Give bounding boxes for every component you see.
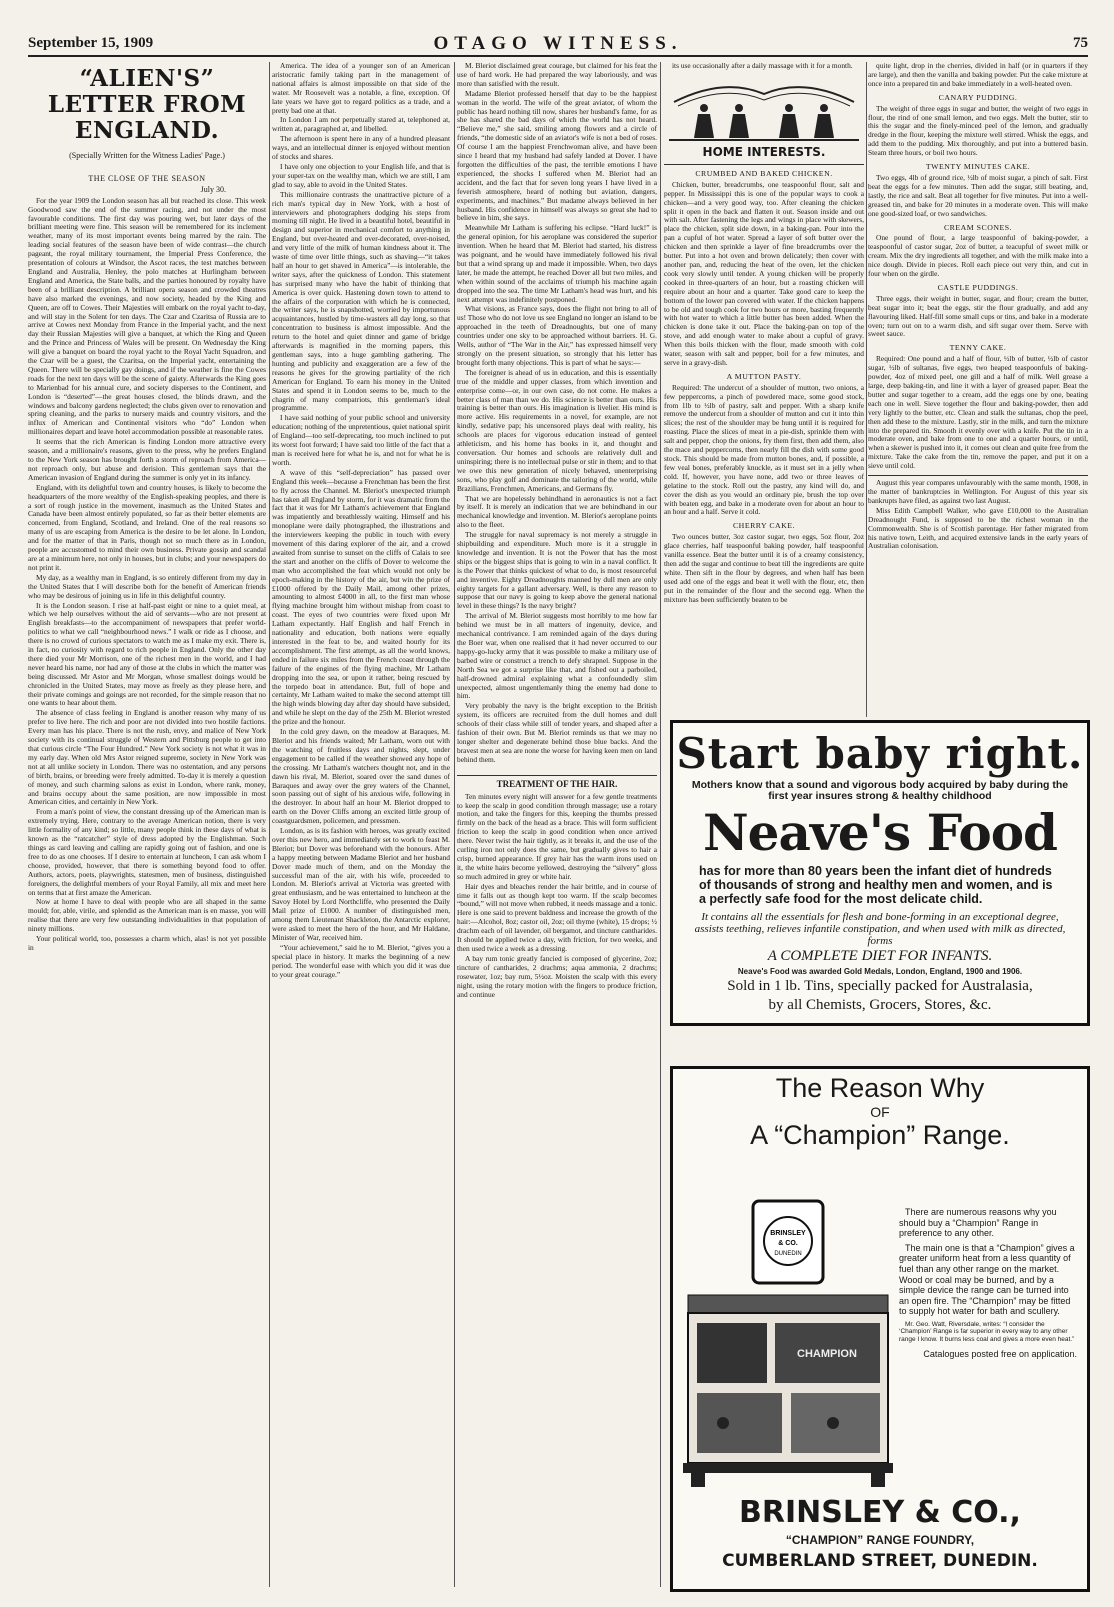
ad-of: OF (870, 1104, 890, 1120)
ad-paragraph: There are numerous reasons why you should buy a “Champion” Range in preference to any other. (899, 1207, 1057, 1239)
stove-label: CHAMPION (797, 1348, 857, 1360)
ad-foundry-line: “CHAMPION” RANGE FOUNDRY, (785, 1533, 975, 1547)
home-interests-banner (664, 72, 864, 165)
ad-award-line: Neave's Food was awarded Gold Medals, London, England, 1900 and 1906. (737, 967, 1023, 976)
ad-sold-line: Sold in 1 lb. Tins, specially packed for Australasia, (727, 978, 1033, 994)
column-rule (660, 62, 661, 1587)
paragraph: Miss Edith Campbell Walker, who gave £10,000 to the Australian Dreadnought Fund, is supposed to be the richest woman in the Commonwealth. She is of Scottish parentage. Her father migrated from his native town, Leith, and acquired extensive lands in the early years of Australian colonisation. (868, 505, 1088, 551)
paragraph: In the cold grey dawn, on the meadow at Baraques, M. Bleriot and his friends waited; Mr Latham, worn out with the watching of fruitless days and nights, slept, under engagement to be called if the weather showed any hope of the crossing. Mr Latham's watchers thought not, and in the dawn his rival, M. Bleriot, soared over the sand dunes of Baraques and away over the grey waters of the Channel, soon passing out of sight of his anxious wife, following in the destroyer. In about half an hour M. Bleriot dropped to earth on the Dover Cliffs among an excited little group of coastguardsmen, policemen, and pressmen. (272, 727, 450, 826)
paragraph: A bay rum tonic greatly fancied is composed of glycerine, 2oz; tincture of cantharides, 2 drachms; aqua ammonia, 2 drachms; rosewater, 1oz; bay rum, 5½oz. Moisten the scalp with this every night, using the rotary motion with the fingers to produce friction, and continue (457, 953, 657, 999)
paragraph: England, with its delightful town and country houses, is likely to become the headquarters of the more wealthy of the English-speaking peoples, and there is a sort of rough justice in the movement, inasmuch as the United States and Canada have been almost entirely populated, so far as their better elements are concerned, from England, Scotland, and Ireland. One of the real reasons so many of us are escaping from America is the desire to be let alone. In London, and for the matter of that in Paris, though not so much there as in London, people are accustomed to mind their own business. Private gossip and scandal are at a minimum here, not only in houses, but in clubs; and your newspapers do not print it. (28, 482, 266, 572)
paragraph: Meanwhile Mr Latham is suffering his eclipse. “Hard luck!” is the general opinion, for his aeroplane was considered the superior invention. When he heard that M. Bleriot had started, his distress was poignant, and he would have immediately followed his rival but that a wind sprang up and made it impossible. When, two days later, he made the attempt, he reached Dover all but two miles, and when within sound of the acclaims of triumph his machine again dropped into the sea. The time Mr Latham's head was hurt, and his next attempt was indefinitely postponed. (457, 223, 657, 304)
ad-italic-text: It contains all the essentials for flesh and bone-forming in an exceptional degree, assists teething, relieves infantile constipation, and when used with milk as directed, forms (694, 911, 1066, 947)
paragraph: A wave of this “self-depreciation” has passed over England this week—because a Frenchman has been the first to fly across the Channel. M. Bleriot's unexpected triumph has taken all England by storm, for it was dramatic from the fact that it was for Mr Latham's achievement that England was impatiently and breathlessly waiting. Himself and his monoplane were daily photographed, the illustrations and the interviewers keeping the public in touch with every movement of this daring explorer of the air, and a crowd awaited from sunrise to sunset on the cliffs of Calais to see the start and another on the cliffs of Dover to welcome the man who accomplished the feat which would not only be epoch-making in the history of the air, but win the prize of £1000 offered by the Daily Mail, among other prizes, amounting to almost £4000 in all, to the first man whose flying machine brought him without mishap from coast to coast. The eyes of two countries were fixed upon Mr Latham expectantly. Half English and half French in nationality and education, both nations were equally interested in the feat to be, and waited hourly for its accomplishment. The first attempt, as all the world knows, ended in failure six miles from the French coast through the failure of the engines of the flying machine, Mr Latham dropping into the sea, or upon it rather, being rescued by the torpedo boat in attendance. But, full of hope and certainty, Mr Latham waited to make the second attempt till the high winds blowing day after day should have subsided, and while he slept on the day of the 25th M. Bleriot wrested the prize and the honour. (272, 467, 450, 727)
ad-title: The Reason Why (775, 1073, 985, 1103)
paragraph: “Your achievement,” said he to M. Bleriot, “gives you a special place in history. It marks the beginning of a new period. The wonderful ease with which you did it was due to your great courage.” (272, 942, 450, 979)
ad-address: CUMBERLAND STREET, DUNEDIN. (722, 1551, 1038, 1571)
company-badge (753, 1201, 823, 1283)
paragraph: Very probably the navy is the bright exception to the British system, its officers are recruited from the dull homes and dull schools of their class while still of tender years, and shaped after a fashion of their own. But M. Bleriot reminds us that we may no longer shelter and degenerate behind those blue backs. And the bravest men at sea are none the worse for having keen men on land behind them. (457, 701, 657, 764)
ad-catalogue-line: Catalogues posted free on application. (923, 1349, 1077, 1360)
article-column-1 (28, 62, 266, 1582)
ad-diet-line: A COMPLETE DIET FOR INFANTS. (767, 948, 993, 964)
article-column-3 (457, 62, 657, 1582)
svg-text:BRINSLEY: BRINSLEY (770, 1230, 806, 1237)
issue-date: September 15, 1909 (28, 35, 154, 51)
ad-headline: Start baby right. (676, 729, 1084, 778)
recipe-title: TWENTY MINUTES CAKE. (925, 162, 1031, 172)
recipe-text: Required: One pound and a half of flour, ½lb of butter, ½lb of castor sugar, ½lb of sultanas, five eggs, two heaped teaspoonfuls of baking-powder, 4oz of mixed peel, one gill and a half of milk. Well grease a large, deep baking-tin, and line it with a layer of greased paper. Beat the butter and sugar together to a cream, add the eggs one by one, beating each one in well. Sieve together the flour and baking-powder, then add very lightly to the butter, etc. Clean and stalk the sultanas, chop the peel, then add these to the mixture. Lastly, stir in the milk, and turn the mixture into the prepared tin. Smooth it evenly over with a knife. Put the tin in a moderate oven, and bake from one to one and a quarter hours, or until, when a skewer is pushed into it, it comes out clean and quite free from the mixture. Take the cake from the tin, remove the paper, and put it on a sieve until cold. (868, 354, 1088, 471)
recipe-title: CASTLE PUDDINGS. (937, 282, 1019, 292)
paragraph: Madame Bleriot professed herself that day to be the happiest woman in the world. The wife of the great aviator, of whom the public has heard nothing till now, shares her husband's fame, for as she has shared the bad days of which the world has not heard. “Believe me,” she said, smiling among flowers and a circle of friends, “the domestic side of an aviator's wife is not a bed of roses. Of course I am the happiest Frenchwoman alive, and have been since I heard that my husband had safely landed at Dover. I have forgotten the difficulties of the past, the terrible emotions I have experienced, the shocks I suffered when M. Bleriot had an accident, and the fact that for seven long years I have lived in a feverish atmosphere, heard of nothing but aviation, dangers, experiments, and machines.” But madame always believed in her husband. His confidence in himself was always so great she had to believe in him, she says. (457, 88, 657, 223)
ad-body: has for more than 80 years been the infant diet of hundreds of thousands of strong and healthy men and women, and is a perfectly safe food for the most delicate child. (699, 864, 1053, 906)
paragraph: I have only one objection to your English life, and that is your super-tax on the wealthy man, which we are still, I am glad to say, able to avoid in the United States. (272, 161, 450, 189)
paragraph: In London I am not perpetually stared at, telephoned at, written at, paragraphed at, and libelled. (272, 115, 450, 134)
article-headline: “ALIEN'S” LETTER FROM ENGLAND. (47, 65, 247, 144)
ad-company-name: BRINSLEY & CO., (739, 1495, 1021, 1530)
stove-illustration (683, 1199, 893, 1489)
paragraph: The arrival of M. Bleriot suggests most horribly to me how far behind we must be in all matters of ingenuity, device, and mechanical contrivance. I am reminded again of the days during the Boer war, when one realised that it had never occurred to our happy-go-lucky army that it was possible to make a military use of barbed wire or construct a trench to defy shrapnel. Suppose in the North Sea we got a surprise like that, and fished out a parboiled, half-drowned admiral explaining what a confoundedly slim unexpected, almost ungentlemanly thing the enemy had done to him. (457, 611, 657, 701)
paragraph: My day, as a wealthy man in England, is so entirely different from my day in the United States that I will describe both for the benefit of American friends who may be desirous of joining us in life in this delightful country. (28, 572, 266, 600)
hair-heading: TREATMENT OF THE HAIR. (457, 775, 657, 789)
article-subhead: THE CLOSE OF THE SEASON (88, 173, 206, 183)
ad-description (899, 1207, 1077, 1360)
paragraph: M. Bleriot disclaimed great courage, but claimed for his feat the use of hard work. He had prepared the way laboriously, and was more than satisfied with the result. (457, 62, 657, 88)
paragraph: It seems that the rich American is finding London more attractive every season, and a millionaire's reasons, given to the press, why he prefers England to the New York season has brought forth a storm of reproach from America—not reproach only, but abuse and derision. This gentleman says that the American invasion of England during the summer is only yet in its infancy. (28, 437, 266, 482)
home-interests-title: HOME INTERESTS. (702, 144, 826, 159)
paragraph: That we are hopelessly behindhand in aeronautics is not a fact by itself. It is merely an indication that we are behindhand in our mechanical knowledge and invention. M. Bleriot's aeroplane points also to the fleet. (457, 493, 657, 530)
neaves-food-advertisement (670, 720, 1090, 1026)
column-rule (866, 62, 867, 717)
paragraph: For the year 1909 the London season has all but reached its close. This week Goodwood saw the end of the summer racing, and not under the most favourable conditions. The first day was pouring wet, but later days of the brilliant meeting were fine. This season will be remembered for its inclement weather, many of its most important events being marred by the rain. The leading social features of the season have been of wide contrast—the church pageant, the royal military tournament, the Imperial Press Conference, the presentation of colours at Windsor, the Ascot races, the test matches between England and Australia, Henley, the polo matches at Hurlingham between England and America, the State balls, and the parties honoured by royalty have been of a brilliant description. A brilliant opera season and crowded theatres have also marked the evenings, and now society, headed by the King and Queen, are off to Cowes. Their Majesties will embark on the royal yacht to-day, and will stay in the Solent for ten days. The Czar and Czaritsa of Russia are to arrive at Cowes next Monday from France in the Imperial yacht, and the next day their Russian Majesties will give a banquet, at which the King and Queen and the Prince and Princess of Wales will be present. On Wednesday the King will give a banquet on board the royal yacht to the Royal Yacht Squadron, and the Czar will be a guest, the Czaritsa, on the Imperial yacht, entertaining the Queen. There will be specially gay doings, and if the weather is fine the Cowes roads for the next ten days will be the scene of gaiety. Afterwards the King goes to Marienbad for his annual cure, and society disperses to the Continent, and London is “deserted”—the great houses closed, the blinds drawn, and the windows and balcony gardens neglected; the clubs given over to renovation and spring cleaning, and the parks to nursery maids and country visitors, and the influx of American and Continental visitors who “do” London when millionaires depart and leave hotel accommodation possible at reasonable rates. (28, 195, 266, 437)
paragraph: The afternoon is spent here in any of a hundred pleasant ways, and an intellectual dinner is enjoyed without mention of stocks and shares. (272, 134, 450, 162)
recipe-title: A MUTTON PASTY. (726, 371, 802, 381)
recipe-text: Required: The undercut of a shoulder of mutton, two onions, a few peppercorns, a pinch of powdered mace, some good stock, from 1lb to ½lb of pastry, salt and pepper. With a sharp knife remove the undercut from a shoulder of mutton and cut it into thin slices; the rest of the shoulder may be hung until it is required for roasting. Place the slices of meat in a pie-dish, sprinkle them with salt and pepper, chop the onions, fry them first, then add them, also the mace and peppercorns, then nearly fill the dish with some good stock. This should be made from mutton bones, and, if possible, a few veal bones, preferably knuckle, as it must set in a jelly when cold. If, however, you have none, add two or three leaves of gelatine to the stock. Roll out the pastry, any kind will do, and cover the dish as you would an ordinary pie, brush the top over with beaten egg, and bake in a moderate oven for about an hour to an hour and a half. Serve it cold. (664, 382, 864, 517)
article-column-2 (272, 62, 450, 1582)
recipe-title: TENNY CAKE. (949, 343, 1007, 353)
masthead (28, 33, 1088, 57)
paragraph: The foreigner is ahead of us in education, and this is essentially true of the middle and upper classes, from which invention and enterprise come—or, in our own case, do not come. He makes a better class of man than we do. His science is better than ours. His training is better than ours. His imagination is livelier. His mind is more active. His requirements in a novel, for example, are not kindly, sedative pap; his uncensored plays deal with reality, his schools are places for vigorous education instead of genteel athleticism, and his home has books in it, and thought and conversation. Our homes and schools are relatively dull and uninspiring; there is no intellectual pulse or stir in them; and to that we owe this new generation of nicely behaved, unenterprising sons, who play golf and dominate the tailoring of the world, while Brazilians, Frenchmen, Americans, and Germans fly. (457, 367, 657, 493)
column-rule (454, 62, 455, 1587)
paragraph: August this year compares unfavourably with the same month, 1908, in the matter of bankruptcies in Wellington. For August of this year six bankrupts have filed, as against two last August. (868, 478, 1088, 505)
paragraph: Your political world, too, possesses a charm which, alas! is not yet possible in (28, 934, 266, 952)
paragraph: America. The idea of a younger son of an American aristocratic family taking part in the management of national affairs is almost impossible on that side of the water. Mr Roosevelt was a notable, a fine, exception. Of late years we have got to regard politics as a trade, and a pretty bad one at that. (272, 62, 450, 115)
recipe-title: CRUMBED AND BAKED CHICKEN. (695, 168, 833, 178)
article-byline: (Specially Written for the Witness Ladies' Page.) (69, 151, 225, 160)
ad-range-line: A “Champion” Range. (750, 1120, 1010, 1150)
column-rule (269, 62, 270, 1587)
recipe-title: CHERRY CAKE. (732, 521, 796, 531)
recipe-title: CREAM SCONES. (943, 222, 1013, 232)
recipe-text: The weight of three eggs in sugar and butter, the weight of two eggs in flour, the rind of one small lemon, and two eggs. Melt the butter, stir to this the sugar and the finely-minced peel of the lemon, and gradually dredge in the flour, keeping the mixture well stirred. Whisk the eggs, and add them to the pudding. Mix thoroughly, and put into a buttered basin. Steam three hours, or boil two hours. (868, 103, 1088, 158)
recipe-text: Two ounces butter, 3oz castor sugar, two eggs, 5oz flour, 2oz glace cherries, half teaspoonful baking powder, half teaspoonful vanilla essence. Beat the butter until it is of a creamy consistency, then add the sugar and continue to beat till the ingredients are quite white. Then sift in the flour by degrees, and when half has been used add one of the eggs and beat it well with the flour, etc, then put in the remainder of the flour and the second egg. When the mixture has been sufficiently beaten to be (664, 532, 864, 604)
svg-text:& CO.: & CO. (778, 1240, 798, 1247)
paragraph: This millionaire contrasts the unattractive picture of a rich man's typical day in New York, with a host of interviewers and photographers dodging his steps from morning till night. He lived in a beautiful hotel, beautiful in design and superior in mechanical comfort to anything in England, but over-heated and over-decorated, over-noised, and very little of the milk of human kindness about it. The waste of time over little things, such as shaving—“it takes half an hour to get shaved in America”—is intolerable, the writer says, after the quickness of London. This statement has surprised many who have the habit of thinking that America is over quick. Hastening down town to attend to the affairs of the corporation with which he is connected, the writer says, he is snapshotted, worried by importunous acquaintances, hustled by time-wasters all day long, so that concentration to business is almost impossible. And the return to the hotel and quiet dinner and game of bridge afterwards is magnified in the morning papers, this gentleman says, into a huge gambling gathering. The hunting and publicity and exaggeration are a few of the reasons he gives for the growing partiality of the rich American for England. To earn his money in the United States and spend it in London seems to be, much to the chagrin of many compatriots, this gentleman's ideal programme. (272, 189, 450, 413)
paragraph: The struggle for naval supremacy is not merely a struggle in shipbuilding and expenditure. Much more is it a struggle in knowledge and invention. It is not the Power that has the most ships or the biggest ships that is going to win in a naval conflict. It is the Power that thinks quickest of what to do, is most resourceful and inventive. Eighty Dreadnoughts manned by dull men are only eighty targets for a gallant adversary. Well, is there any reason to suppose that our navy is going to keep above the general national level in these things? Is the navy bright? (457, 530, 657, 611)
paragraph: It is the London season. I rise at half-past eight or nine to a quiet meal, at which we help ourselves without the aid of servants—who are not present at English breakfasts—to the accompaniment of newspapers that prefer world-politics to what we call “neighbourhood news.” I walk or ride as I choose, and there is no crowd of curious spectators to watch me as I make my exit. There is, in fact, no curiosity with regard to rich people in England. Only the other day there died your Mr Morrison, one of the richest men in the world, and I had never heard his name, nor had any of those at the clubs in which the matter was being discussed. Mr Astor and Mr Morgan, whose smallest doings would be chronicled in the United States, may move as freely as they please here, and their private comings and goings are not recorded, for the simple reason that no one wants to hear about them. (28, 600, 266, 708)
ad-paragraph: The main one is that a “Champion” gives a greater uniform heat from a less quantity of fuel than any other range on the market. Wood or coal may be burned, and by a simple device the range can be turned into an open fire. The “Champion” may be fitted to supply hot water for bath and scullery. (899, 1242, 1075, 1317)
ad-lead: Mothers know that a sound and vigorous body acquired by baby during the first year insures strong & healthy childhood (691, 779, 1069, 802)
newspaper-title: OTAGO WITNESS. (433, 33, 683, 54)
recipe-text: Two eggs, 4lb of ground rice, ½lb of moist sugar, a pinch of salt. First beat the eggs for a few minutes. Then add the sugar, still beating, and, lastly, the rice and salt. Beat all together for five minutes. Put into a well-greased tin, and bake for 20 minutes in a moderate oven. This will make one good-sized loaf, or two sandwiches. (868, 172, 1088, 218)
paragraph: Ten minutes every night will answer for a few gentle treatments to keep the scalp in good condition through massage; use a rotary motion, and take the fingers for this, keeping the thumbs pressed firmly on the back of the head as a brace. This will form sufficient friction to keep the scalp in good condition when once arrived there. Never twist the hair tightly, as it breaks it, and the use of the curling iron not only does the same, but gradually gives to hair a crisp, burned appearance. If grey hair has the warm irons used on it, the white hairs become yellowed, destroying the “silvery” gloss so much admired in grey or white hair. (457, 791, 657, 881)
recipe-text: One pound of flour, a large teaspoonful of baking-powder, a teaspoonful of castor sugar, 2oz of butter, a teacupful of sweet milk or cream. Mix the dry ingredients all together, and with the milk make into a nice dough. Divide in pieces. Roll each piece out very thin, and cut in four when on the girdle. (868, 233, 1088, 279)
recipe-text: Chicken, butter, breadcrumbs, one teaspoonful flour, salt and pepper. In Mississippi this is one of the popular ways to cook a chicken—and a very good way, too. After cleaning the chicken split it open in the back and flatten it out. Season inside and out with salt. After fastening the legs and wings in place with skewers, place the chicken, split side down, in a baking-pan. Pour into the pan a cupful of hot water. Spread a layer of soft butter over the chicken and then sprinkle a layer of fine breadcrumbs over the butter. Put into a hot oven and brown delicately; then cover with another pan, and, reducing the heat of the oven, let the chicken cook very slowly until tender. A young chicken will be properly cooked in three-quarters of an hour, but a roasting chicken will require about an hour and a quarter. Take good care to keep the bottom of the lower pan covered with water. If the chicken happens to be old and tough cook for two hours or more, basting frequently with hot water to which a little butter has been added. When the chicken is done take it out. Place the baking-pan on top of the stove, and add enough water to make about a cupful of gravy. When this boils thicken with the flour, made smooth with cold water, season with salt and pepper, boil for a few minutes, and serve in a gravy-dish. (664, 179, 864, 367)
paragraph: London, as is its fashion with heroes, was greatly excited over this new hero, and immediately set to work to feast M. Bleriot; but Dover was beforehand with the honours. After a happy meeting between Madame Bleriot and her husband Dover made much of them, and on the Monday the successful man of the air, with his wife, proceeded to London. M. Bleriot's arrival at Victoria was greeted with great enthusiasm, and he was entertained to luncheon at the Savoy Hotel by Lord Northcliffe, who presented the Daily Mail prize of £1000. A number of distinguished men, among them Lieutenant Shackleton, the Antarctic explorer, were asked to meet the hero of the hour, and Mr Haldane, Minister of War, received him. (272, 826, 450, 942)
paragraph: quite light, drop in the cherries, divided in half (or in quarters if they are large), and then the vanilla and baking powder. Put the cake mixture at once into a prepared tin and bake immediately in a well-heated oven. (868, 62, 1088, 88)
ad-testimonial: Mr. Geo. Watt, Riversdale, writes: “I consider the ‘Champion’ Range is far superior in every way to any other range I know. It burns less coal and gives a more even heat.” (899, 1320, 1075, 1343)
paragraph: From a man's point of view, the constant dressing up of the American man is extremely trying. Here, contrary to the average American notion, there is very little formality of any kind; so little, many people think in these days of what is known as the “ratcatcher” style of dress adopted by the Englishman. Such things as card leaving and calling are rapidly going out of fashion, and one is free to do as one chooses. If I desire to entertain at luncheon, I can ask whom I choose, provided, however, that there is something beyond food to offer. Authors, actors, poets, playwrights, statesmen, men of business, distinguished foreigners, the delightful members of your Royal Family, all mix and meet here on terms that at first amaze the American. (28, 807, 266, 897)
paragraph: What visions, as France says, does the flight not bring to all of us! Those who do not love us see England no longer an island to be approached in the teeth of Dreadnoughts, but one of many countries under one sky to be approached without barriers. H. G. Wells, author of “The War in the Air,” has expressed himself very strongly on the present situation, so strongly that his letter has brought forth many objections. This is part of what he says:— (457, 304, 657, 367)
champion-range-advertisement (670, 1066, 1090, 1592)
ad-brand: Neave's Food (702, 803, 1058, 862)
paragraph: Hair dyes and bleaches render the hair brittle, and in course of time it falls out as though kept too warm. If the scalp becomes “bound,” will not move when rubbed, it needs massage and a tonic. Here is one said to prevent baldness and increase the growth of the hair:—Alcohol, 8oz; castor oil, 2oz; oil thyme (white), 15 drops; ½ drachm each of oil lavender, oil bergamot, and tincture cantharides. It should be applied twice a day, with friction, for two weeks, and then used twice a week as a dressing. (457, 881, 657, 953)
paragraph: Now at home I have to deal with people who are all shaped in the same mould; for, able, virile, and splendid as the American man is en masse, you will realise that there are very few outstanding individualities in that population of ninety millions. (28, 897, 266, 934)
svg-text:DUNEDIN: DUNEDIN (774, 1251, 802, 1257)
paragraph: its use occasionally after a daily massage with it for a month. (672, 62, 853, 70)
decorative-banner-illustration (664, 72, 864, 146)
page-number: 75 (1073, 35, 1088, 51)
recipes-column (868, 62, 1088, 722)
recipe-title: CANARY PUDDING. (938, 92, 1018, 102)
home-interests-column (664, 62, 864, 722)
paragraph: I have said nothing of your public school and university education; nothing of the unpretentious, quiet national spirit of England—too self-deprecating, too much inclined to put its worst foot forward; I have said too little of the fact that a man is received here for what he is, and not for what he is worth. (272, 413, 450, 467)
article-dateline: July 30. (200, 184, 226, 194)
news-notes (868, 475, 1088, 551)
recipe-text: Three eggs, their weight in butter, sugar, and flour; cream the butter, beat sugar into it; beat the eggs, stir the flour gradually, and add any flavouring liked. Half-fill some small cups or tins, and bake in a moderate oven; turn out on to a warm dish, and sift sugar over them. Serve with sweet sauce. (868, 293, 1088, 339)
paragraph: The absence of class feeling in England is another reason why many of us prefer to live here. The rich and poor are not divided into two hostile factions. Every man has his place. There is not the rush, envy, and malice of New York society with its continual struggle of Western and Pittsburg people to get into that curious circle “The Four Hundred.” New York society is not what it was in my early day. When old Mrs Astor reigned supreme, society in New York was not at all unlike society in London. There was no ostentation, and any persons of birth, brains, or breeding were freely admitted. To-day it is merely a question of money, and such charming salons as exist in London, where rank, money, and brains occupy about the same position, are now impossible in most American cities, and certainly in New York. (28, 708, 266, 807)
ad-sold-line: by all Chemists, Grocers, Stores, &c. (768, 997, 992, 1013)
